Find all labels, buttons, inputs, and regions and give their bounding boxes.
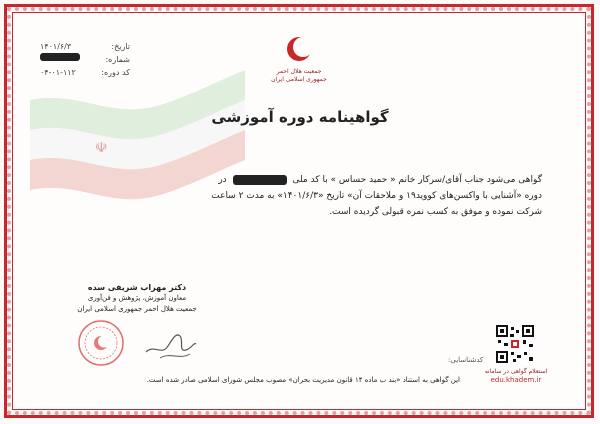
body-line-1a: گواهی می‌شود جناب آقای/سرکار خانم « حمید حساس » با کد ملی [292, 175, 542, 185]
date-label: تاریخ: [111, 42, 130, 51]
qr-code-icon[interactable] [495, 324, 535, 364]
date-row [40, 40, 130, 53]
number-label: شماره: [105, 55, 130, 64]
logo-line2: جمهوری اسلامی ایران [271, 76, 327, 83]
body-line-1b: در [218, 175, 227, 185]
legal-footer: این گواهی به استناد «بند ب ماده ۱۴ قانون مدیریت بحران» مصوب مجلس شورای اسلامی صادر شده است. [146, 376, 460, 384]
signer-name: دکتر مهراب شریفی سده [87, 283, 187, 292]
number-row [40, 53, 130, 66]
verification-url[interactable]: edu.khadem.ir [490, 376, 542, 384]
course-code-value: ۰۴-۰۱-۱۱۲ [40, 68, 76, 77]
identification-code-label: کدشناسایی: [448, 356, 484, 364]
body-line-3: شرکت نموده و موفق به کسب نمره قبولی گردیده است. [329, 207, 542, 217]
certificate-meta [40, 40, 130, 79]
signature-icon [140, 322, 200, 364]
body-line-1 [72, 172, 542, 188]
body-line-2: دوره «آشنایی با واکسن‌های کووید۱۹ و ملاحقات آن» تاریخ «۱۴۰۱/۶/۳» به مدت ۲ ساعت [211, 191, 542, 201]
signer-block [52, 282, 222, 315]
logo-line1: جمعیت هلال احمر [276, 68, 322, 75]
signer-role-2: جمعیت هلال احمر جمهوری اسلامی ایران [77, 305, 197, 313]
svg-text:☫: ☫ [95, 140, 108, 156]
redacted-national-id [233, 175, 287, 185]
official-stamp-icon [76, 318, 126, 368]
certificate-title: گواهینامه دوره آموزشی [211, 108, 389, 126]
qr-caption-text: استعلام گواهی در سامانه [484, 368, 548, 375]
qr-caption [466, 368, 566, 384]
redacted-number [40, 53, 80, 61]
date-value: ۱۴۰۱/۶/۳ [40, 42, 72, 51]
certificate-body [72, 172, 542, 220]
course-code-label: کد دوره: [101, 68, 130, 77]
signer-role-1: معاون آموزش، پژوهش و فن‌آوری [87, 294, 187, 302]
course-code-row [40, 66, 130, 79]
red-crescent-icon [284, 34, 314, 64]
red-crescent-logo [268, 34, 330, 84]
